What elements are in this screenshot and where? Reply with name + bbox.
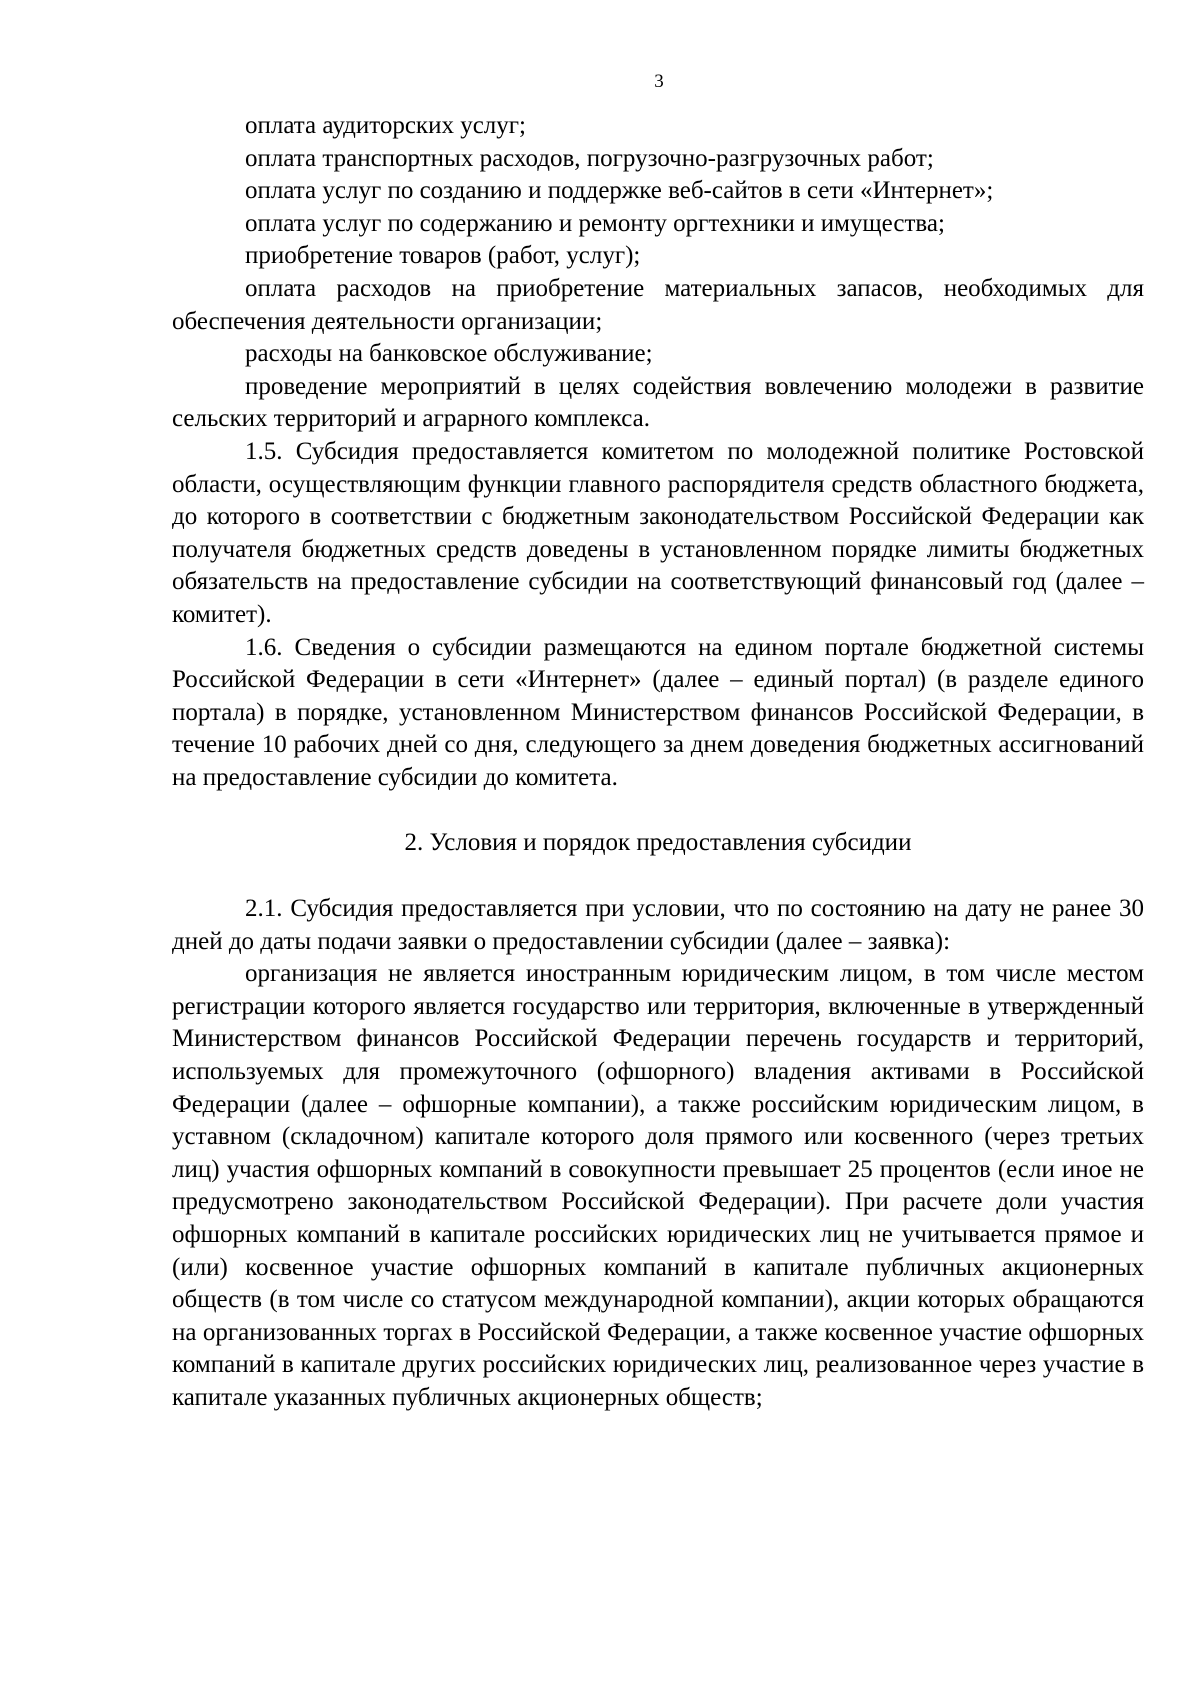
section-heading: 2. Условия и порядок предоставления субсидии [404,829,912,857]
clause-2-1: 2.1. Субсидия предоставляется при условии, что по состоянию на дату не ранее 30 дней до даты подачи заявки о предоставлении субсидии (далее – заявка): [172,895,1144,955]
list-item: оплата транспортных расходов, погрузочно-разгрузочных работ; [245,144,934,172]
list-item: расходы на банковское обслуживание; [245,340,653,368]
list-item: проведение мероприятий в целях содействия вовлечению молодежи в развитие сельских территорий и аграрного комплекса. [172,372,1144,433]
list-item: оплата услуг по созданию и поддержке веб-сайтов в сети «Интернет»; [245,177,994,205]
document-body [172,110,1144,1415]
list-item: приобретение товаров (работ, услуг); [245,242,641,270]
list-item: оплата услуг по содержанию и ремонту оргтехники и имущества; [245,209,945,237]
page-number: 3 [654,71,664,92]
condition-offshore: организация не является иностранным юридическим лицом, в том числе местом регистрации которого является государство или территория, включенные в утвержденный Министерством финансов Российской Федерации перечень государств и территорий, используемых для промежуточного (офшорного) владения активами в Российской Федерации (далее – офшорные компании), а также российским юридическим лицом, в уставном (складочном) капитале которого доля прямого или косвенного (через третьих лиц) участия офшорных компаний в совокупности превышает 25 процентов (если иное не предусмотрено законодательством Российской Федерации). При расчете доли участия офшорных компаний в капитале российских юридических лиц не учитывается прямое и (или) косвенное участие офшорных компаний в капитале публичных акционерных обществ (в том числе со статусом международной компании), акции которых обращаются на организованных торгах в Российской Федерации, а также косвенное участие офшорных компаний в капитале других российских юридических лиц, реализованное через участие в капитале указанных публичных акционерных обществ; [172,960,1144,1411]
clause-1-5: 1.5. Субсидия предоставляется комитетом по молодежной политике Ростовской области, осуществляющим функции главного распорядителя средств областного бюджета, до которого в соответствии с бюджетным законодательством Российской Федерации как получателя бюджетных средств доведены в установленном порядке лимиты бюджетных обязательств на предоставление субсидии на соответствующий финансовый год (далее – комитет). [172,437,1144,628]
clause-1-6: 1.6. Сведения о субсидии размещаются на едином портале бюджетной системы Российской Федерации в сети «Интернет» (далее – единый портал) (в разделе единого портала) в порядке, установленном Министерством финансов Российской Федерации, в течение 10 рабочих дней со дня, следующего за днем доведения бюджетных ассигнований на предоставление субсидии до комитета. [172,633,1144,791]
list-item: оплата расходов на приобретение материальных запасов, необходимых для обеспечения деятельности организации; [172,274,1144,335]
list-item: оплата аудиторских услуг; [245,112,526,139]
